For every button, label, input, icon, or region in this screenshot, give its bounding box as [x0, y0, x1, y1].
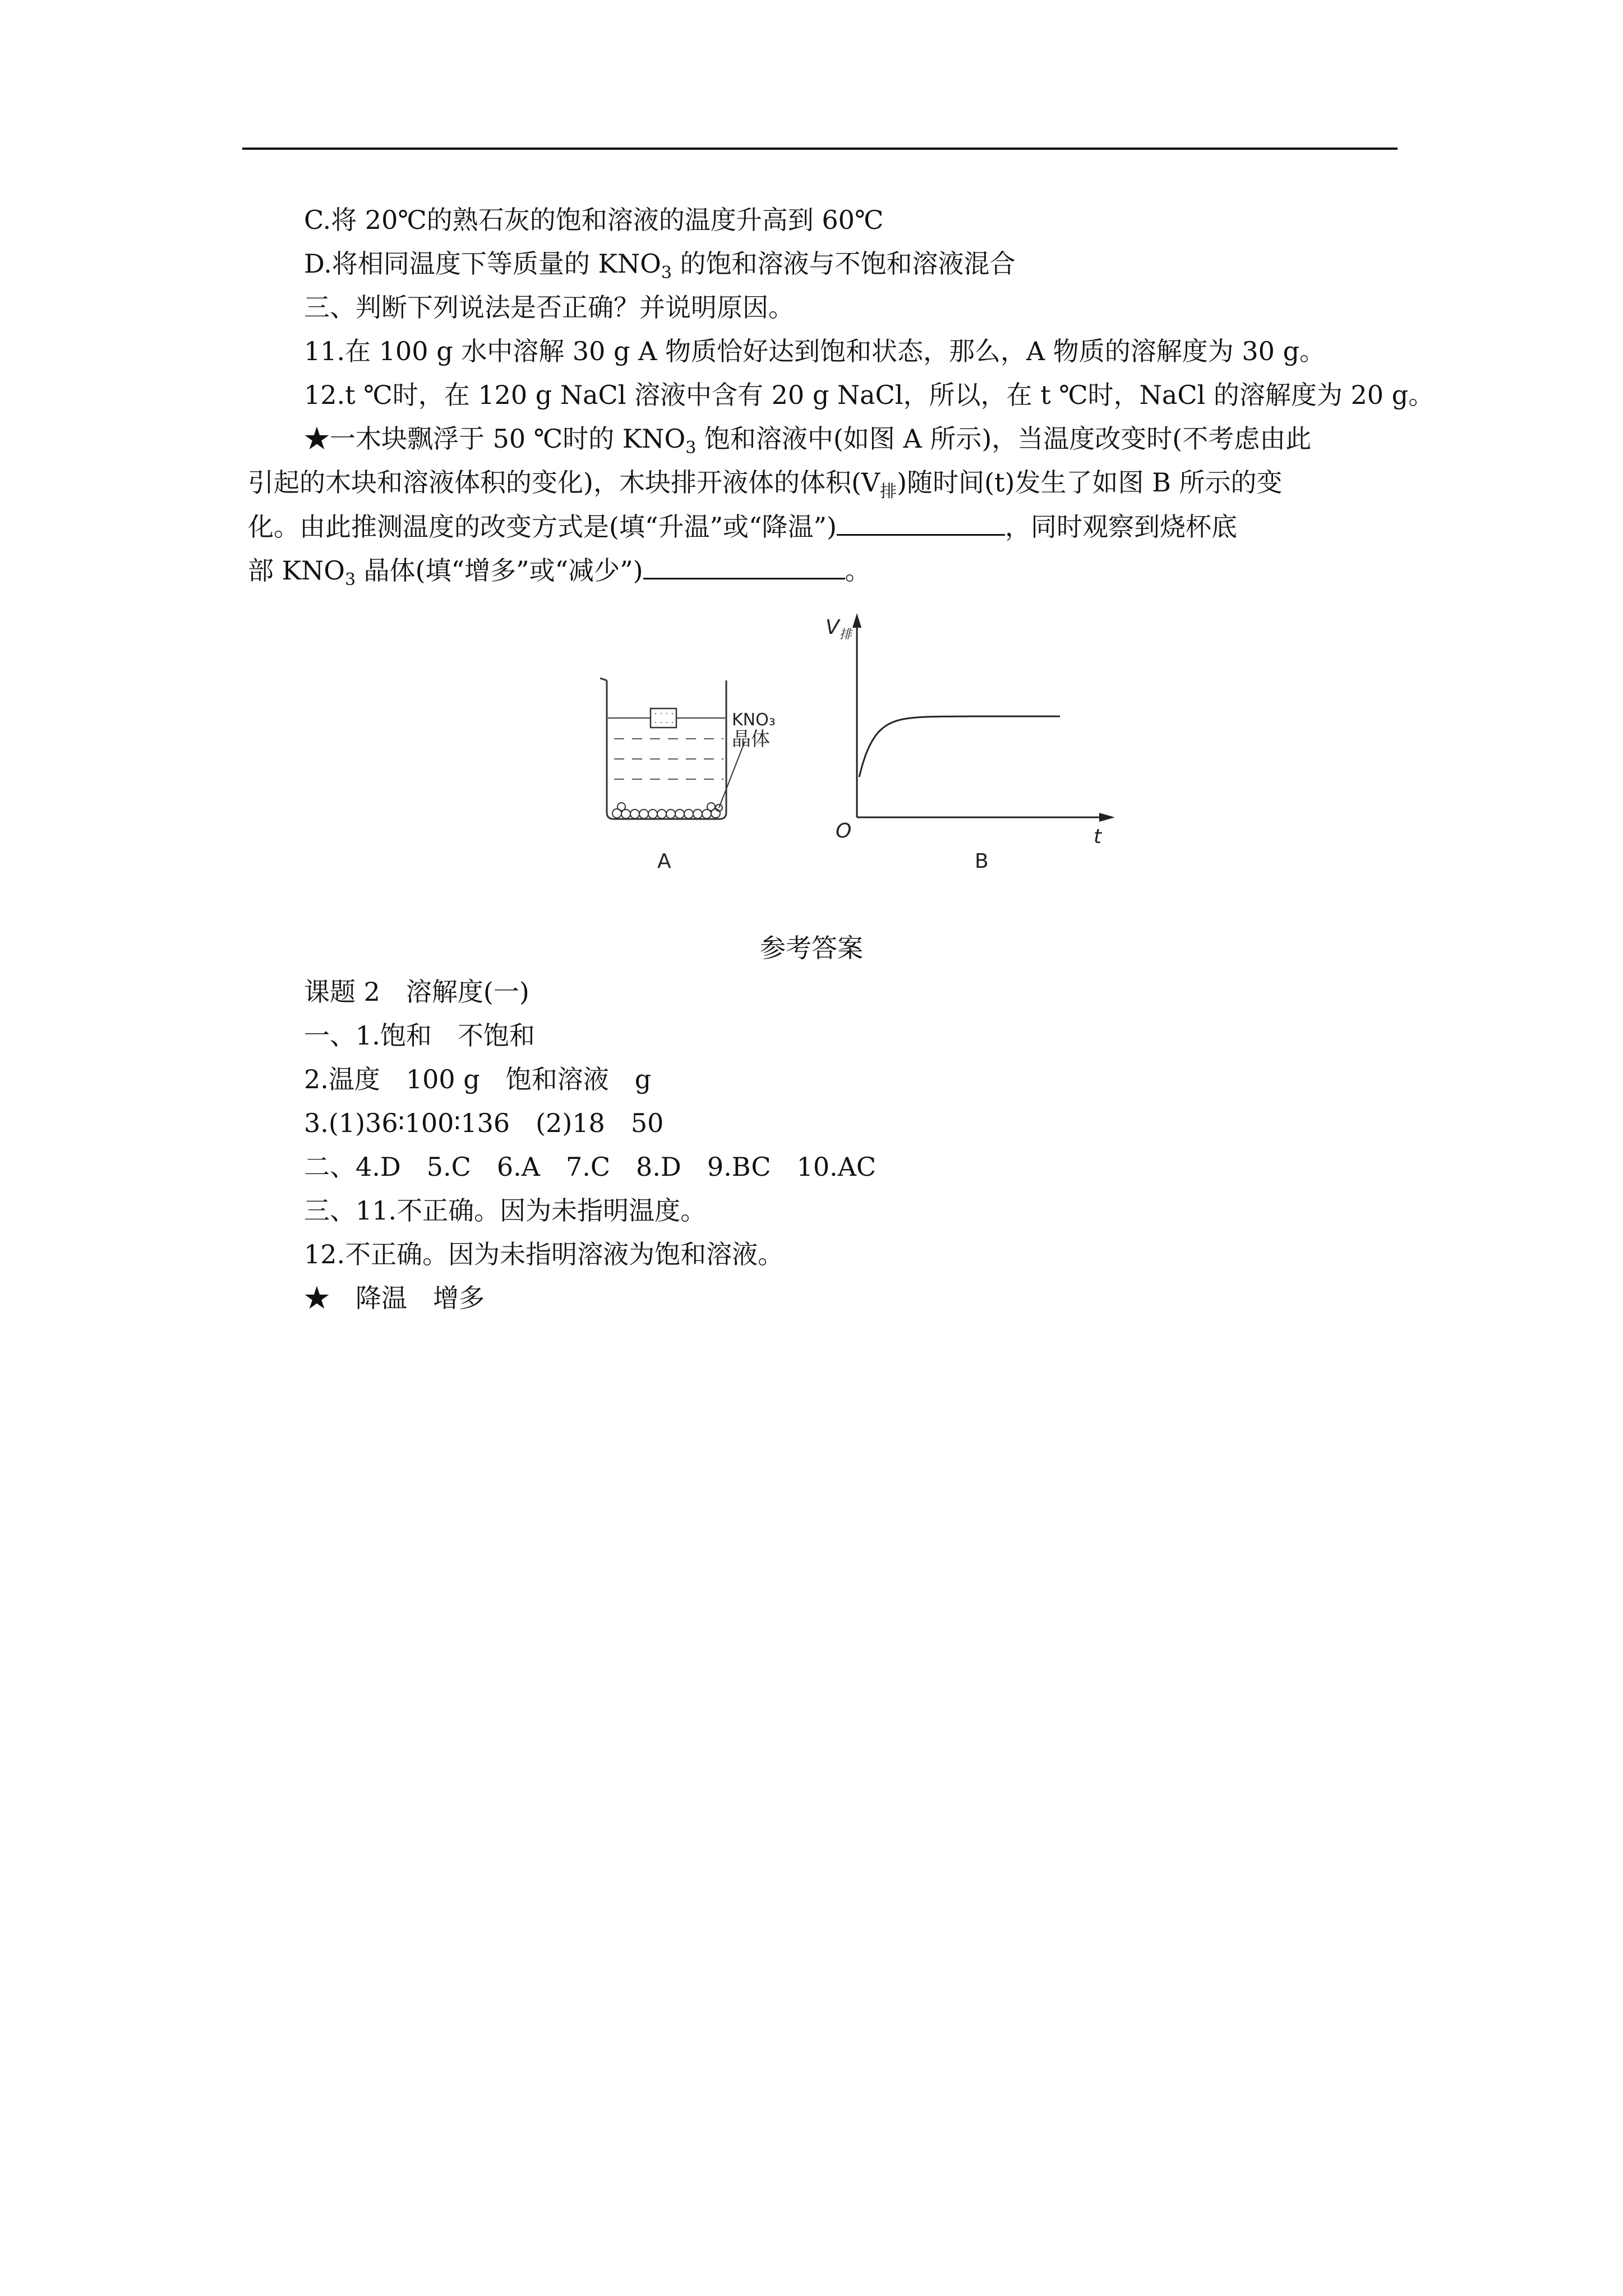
experiment-figure: [589, 609, 1122, 878]
answer-blank-1[interactable]: [837, 509, 1005, 536]
star-question-line-1: ★一木块飘浮于 50 ℃时的 $KNO_3$ 饱和溶液中(如图 A 所示)，当温度改变时(不考虑由此: [304, 424, 1312, 458]
origin-label: O: [836, 820, 852, 843]
caption-a: A: [657, 850, 671, 873]
answer-blank-2[interactable]: [643, 553, 845, 579]
answers-lesson: 课题 2 溶解度(一): [304, 977, 529, 1007]
y-axis-label: $V_排$: [826, 616, 852, 642]
volume-time-graph: [826, 613, 1115, 873]
question-12: 12.t ℃时，在 120 g NaCl 溶液中含有 20 g NaCl，所以，在 t ℃时，NaCl 的溶解度为 20 g。: [304, 380, 1435, 410]
kno3-crystals: [612, 803, 722, 818]
answer-line-5: 三、11.不正确。因为未指明温度。: [304, 1195, 707, 1226]
answer-line-2: 2.温度 100 g 饱和溶液 g: [304, 1064, 652, 1094]
volume-curve: [859, 716, 1060, 777]
option-c: C.将 20℃的熟石灰的饱和溶液的温度升高到 60℃: [304, 205, 884, 235]
header-rule: [242, 148, 1398, 150]
answer-line-7: ★ 降温 增多: [304, 1283, 485, 1313]
x-axis-arrow: [1099, 813, 1115, 822]
star-question-line-3: 化。由此推测温度的改变方式是(填“升温”或“降温”) ，同时观察到烧杯底: [248, 509, 1237, 544]
option-d: D.将相同温度下等质量的 $KNO_3$ 的饱和溶液与不饱和溶液混合: [304, 249, 1016, 283]
answer-line-4: 二、4.D 5.C 6.A 7.C 8.D 9.BC 10.AC: [304, 1152, 877, 1182]
question-11: 11.在 100 g 水中溶解 30 g A 物质恰好达到饱和状态，那么，A 物质的溶解度为 30 g。: [304, 336, 1326, 366]
beaker-lip: [600, 678, 607, 680]
y-axis-arrow: [852, 613, 861, 628]
liquid-dashes: [614, 739, 723, 779]
x-axis-label: t: [1094, 825, 1102, 848]
answers-heading: 参考答案: [760, 933, 863, 963]
beaker-outline: [607, 680, 726, 819]
answer-line-1: 一、1.饱和 不饱和: [304, 1020, 535, 1051]
wood-block: [651, 708, 676, 728]
answer-line-6: 12.不正确。因为未指明溶液为饱和溶液。: [304, 1239, 784, 1269]
crystal-leader-line: [719, 742, 745, 808]
beaker-diagram: [600, 678, 776, 873]
star-question-line-4: 部 $KNO_3$ 晶体(填“增多”或“减少”) 。: [248, 553, 871, 587]
section-3-title: 三、判断下列说法是否正确？并说明原因。: [304, 292, 794, 323]
crystal-label-formula: KNO₃: [732, 710, 776, 730]
crystal-label-text: 晶体: [732, 728, 770, 751]
answer-line-3: 3.(1)36∶100∶136 (2)18 50: [304, 1108, 664, 1138]
caption-b: B: [975, 850, 989, 873]
star-question-line-2: 引起的木块和溶液体积的变化)，木块排开液体的体积$(V_排)$随时间(t)发生了如图 B 所示的变: [248, 467, 1283, 501]
